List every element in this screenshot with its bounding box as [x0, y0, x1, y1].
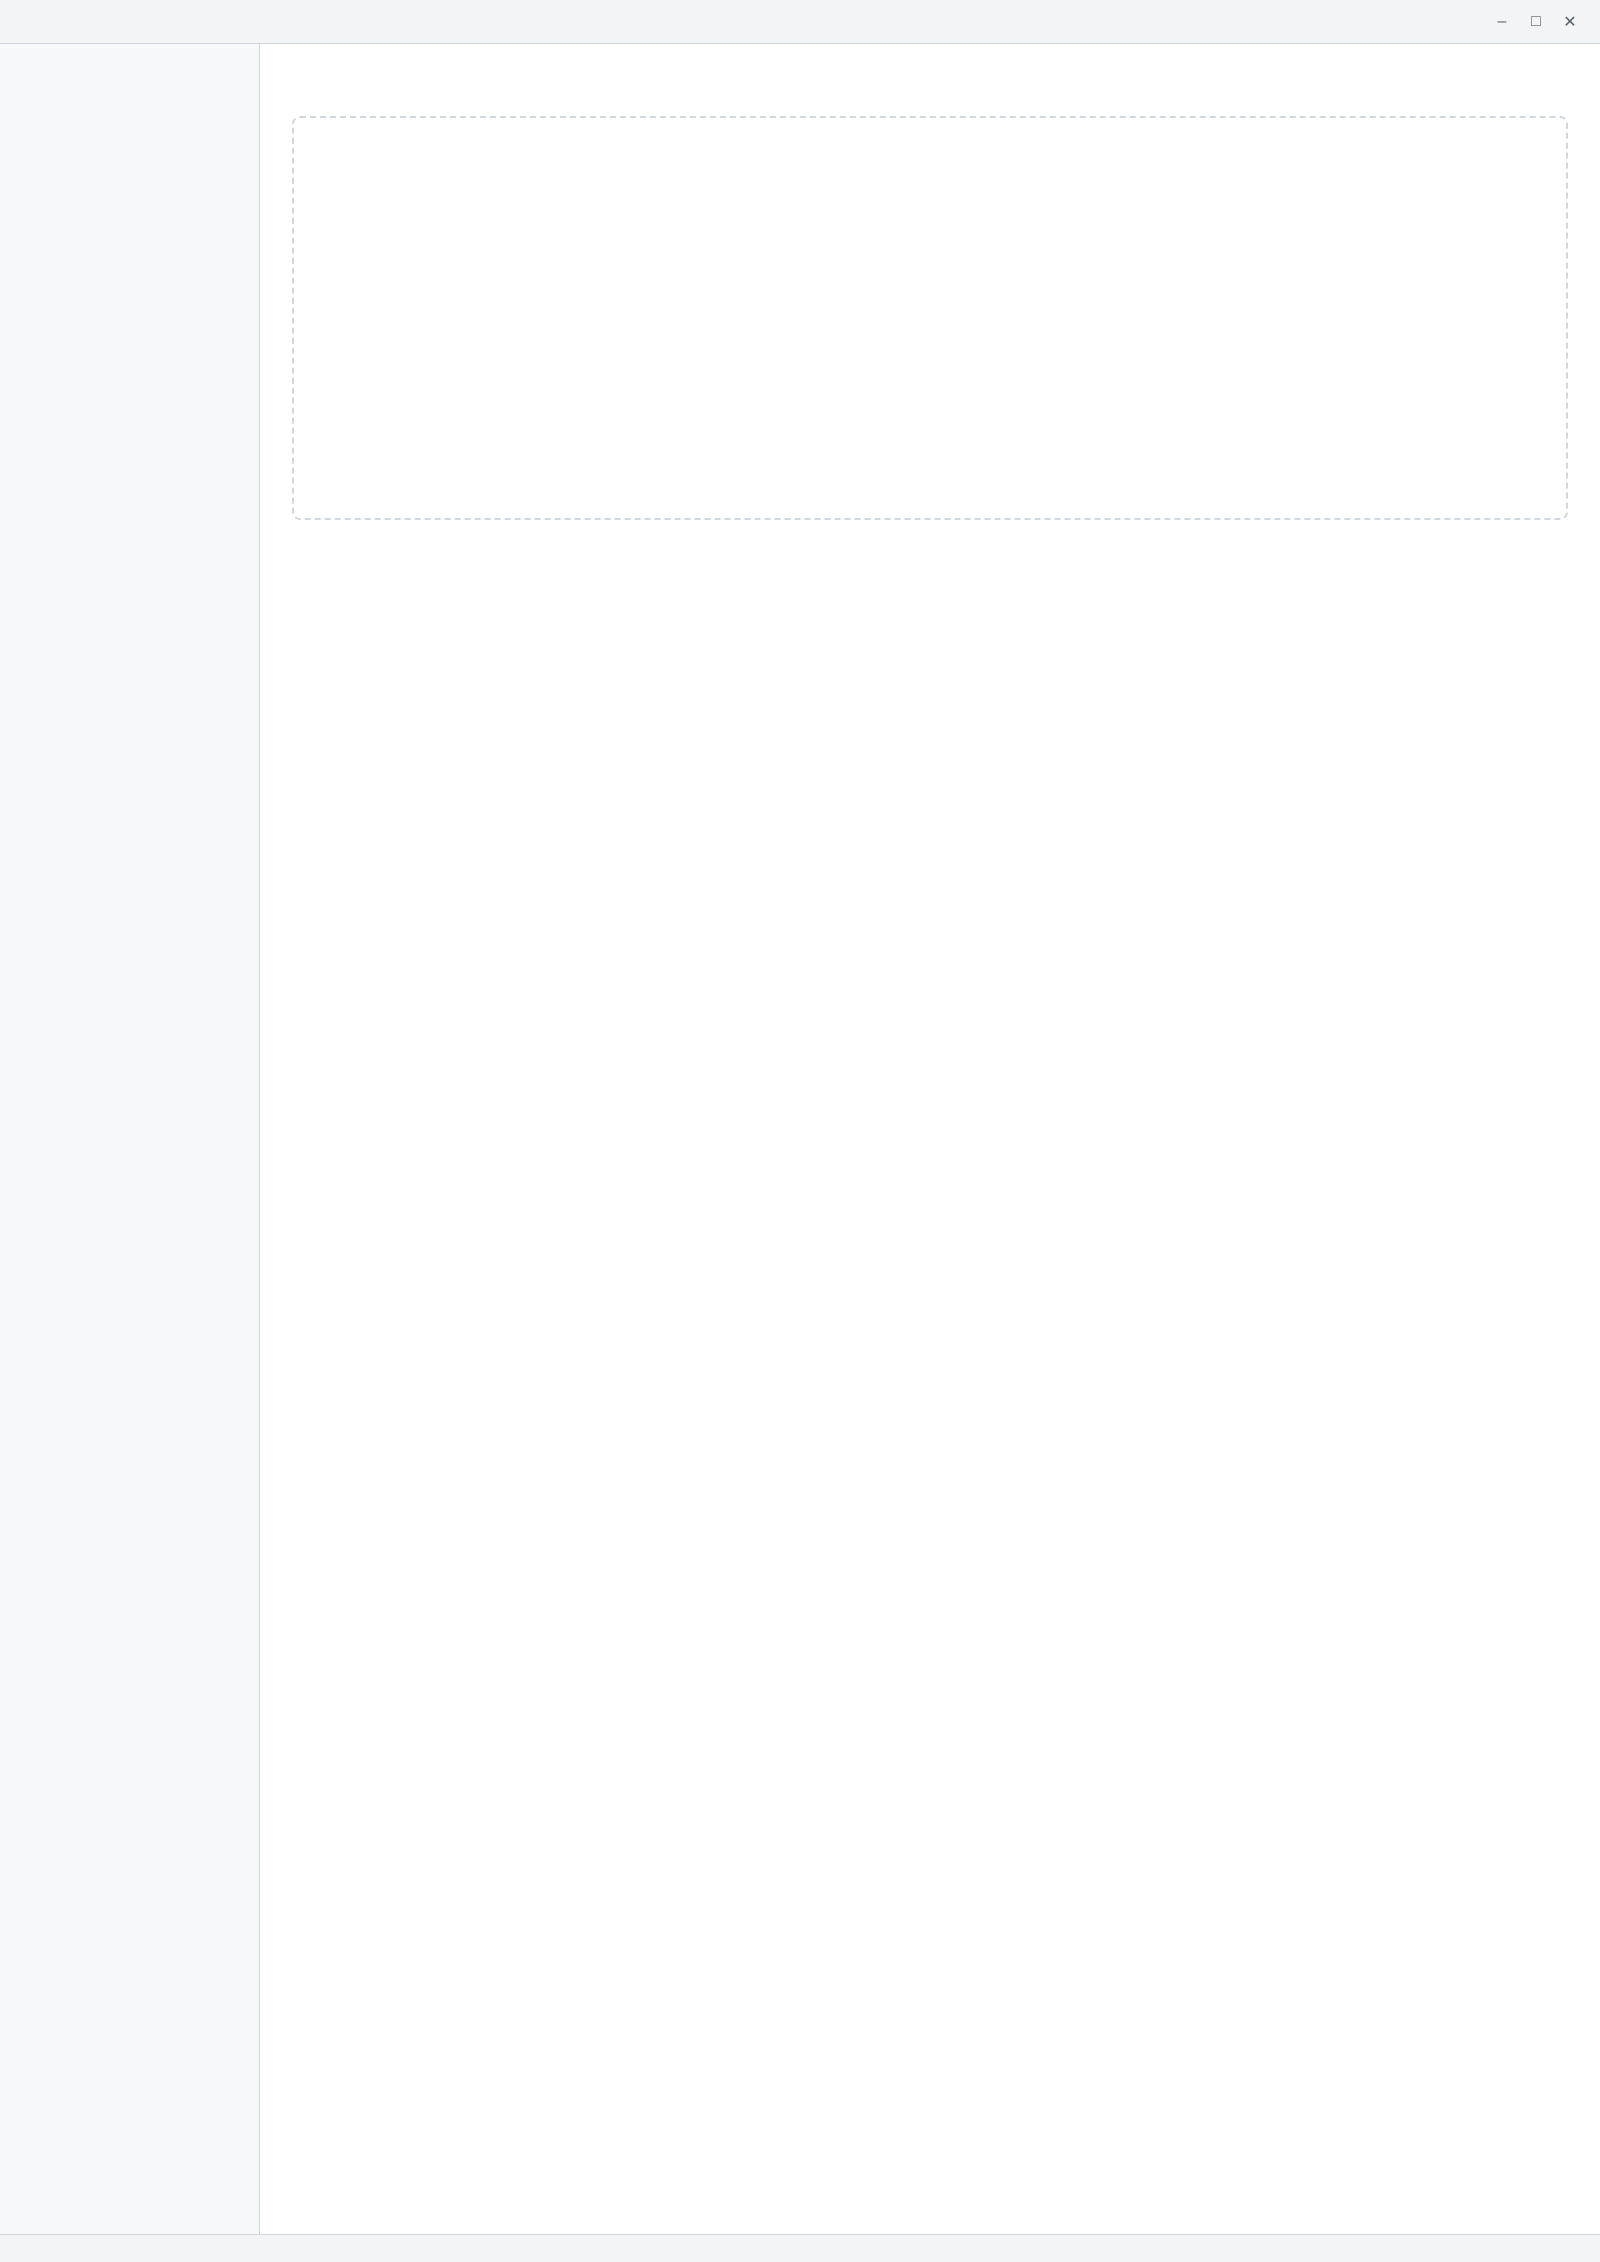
- maximize-icon[interactable]: □: [1531, 12, 1541, 30]
- sidebar: [0, 44, 260, 2234]
- close-icon[interactable]: ✕: [1563, 13, 1577, 31]
- main-area: [0, 44, 1600, 2234]
- minimize-icon[interactable]: –: [1497, 12, 1507, 30]
- content-placeholder: [292, 116, 1568, 520]
- main-content: [260, 44, 1600, 2234]
- title-bar: [0, 0, 1600, 44]
- page-title: [292, 68, 1568, 100]
- status-bar: [0, 2234, 1600, 2262]
